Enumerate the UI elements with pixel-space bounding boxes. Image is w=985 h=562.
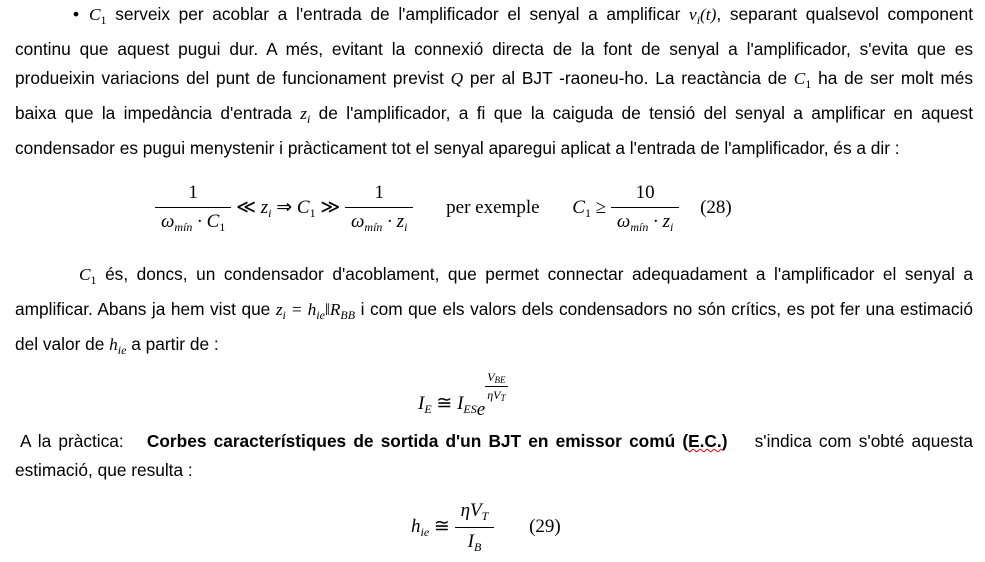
eq28-zi: z xyxy=(260,196,269,218)
para3-bold-close: ) xyxy=(721,431,728,451)
eq28-f1-num: 1 xyxy=(155,182,231,208)
symbol-c1-sub: 1 xyxy=(100,13,107,27)
eq28-f2-omega: ω xyxy=(351,211,365,232)
symbol-vi: v xyxy=(689,5,697,24)
eq-ie-exp-den: ηV xyxy=(487,388,501,402)
eq29-fraction xyxy=(455,500,495,555)
eq29-num-sub: T xyxy=(481,509,489,523)
eq28-f2-num: 1 xyxy=(345,182,413,208)
symbol-zi: z xyxy=(300,104,307,123)
symbol-zi-sub: i xyxy=(306,112,311,126)
symbol-q: Q xyxy=(450,69,464,88)
eq28-f2-den-sub: i xyxy=(404,220,408,234)
eq28-much-greater: ≫ xyxy=(320,196,341,218)
paragraph-coupling-capacitor xyxy=(15,0,973,163)
symbol-vi-sub: i xyxy=(696,13,701,27)
eq29-den-sub: B xyxy=(473,540,482,554)
eq-ie-ies: I xyxy=(457,393,464,414)
eq-ie-exp-den-sub: T xyxy=(500,393,506,403)
para1-text-4: ha de ser molt més baixa que la impedància d'entrada xyxy=(15,68,973,123)
eq28-f3-den-rest: · z xyxy=(648,211,670,232)
para1-text-2: , separant qualsevol component continu que aquest pugui dur. A més, evitant la connexió directa de la font de senyal a l'amplificador, s'evita que es produeixin variacions del punt de funcionament previst xyxy=(15,4,973,88)
equation-29 xyxy=(411,500,561,555)
equation-28 xyxy=(155,182,732,235)
symbol-c1: C xyxy=(89,5,101,24)
equation-ie xyxy=(418,370,508,421)
eq-ie-exp-num: V xyxy=(487,370,495,384)
eq-ie-sub: E xyxy=(424,402,432,416)
symbol-hie: h xyxy=(109,335,118,354)
formula-r-sub: BB xyxy=(340,308,356,322)
eq28-f3-omega-sub: mín xyxy=(630,220,649,234)
eq28-fraction-1 xyxy=(155,182,231,235)
eq28-fraction-2 xyxy=(345,182,413,235)
eq29-approx: ≅ xyxy=(433,515,450,537)
para3-bold-text: Corbes característiques de sortida d'un BJT en emissor comú ( xyxy=(146,431,689,451)
symbol-c1-b: C xyxy=(793,69,806,88)
eq28-f1-den-rest: · C xyxy=(192,211,220,232)
eq28-geq: ≥ xyxy=(595,196,607,218)
symbol-vi-arg: (t) xyxy=(700,5,717,24)
formula-zi-sub: i xyxy=(282,308,286,322)
symbol-c1-p2: C xyxy=(79,265,91,284)
eq28-c1-c-sub: 1 xyxy=(584,205,591,220)
para1-text-3: per al BJT -raoneu-ho. La reactància de xyxy=(463,68,794,88)
para3-text-1: s'indica com s'obté aquesta estimació, que resulta : xyxy=(15,431,974,480)
symbol-c1-p2-sub: 1 xyxy=(90,273,97,287)
eq28-f3-den-sub: i xyxy=(670,220,674,234)
eq28-f1-omega-sub: mín xyxy=(174,220,193,234)
eq28-implies: ⇒ xyxy=(276,196,293,218)
para2-text-3: a partir de : xyxy=(126,334,219,354)
eq28-c1: C xyxy=(296,196,310,218)
eq29-number: (29) xyxy=(529,515,561,537)
paragraph-coupling-estimate xyxy=(15,260,973,365)
para1-text-5: de l'amplificador, a fi que la caiguda de tensió del senyal a amplificar en aquest condensador es pugui menystenir i pràcticament tot el senyal aparegui aplicat a l'entrada de l'amplificador, és a dir : xyxy=(15,103,973,158)
para2-text-1: és, doncs, un condensador d'acoblament, que permet connectar adequadament a l'amplificador el senyal a amplificar. Abans ja hem vist que xyxy=(15,264,973,319)
eq28-c1-c: C xyxy=(572,196,585,218)
eq28-f3-num: 10 xyxy=(611,182,679,208)
bullet: • xyxy=(72,4,79,24)
eq28-f1-omega: ω xyxy=(161,211,175,232)
eq-ie-approx: ≅ xyxy=(436,393,453,414)
eq29-h: h xyxy=(411,515,421,537)
eq28-c1-sub: 1 xyxy=(309,205,316,220)
para1-text-1: serveix per acoblar a l'entrada de l'amplificador el senyal a amplificar xyxy=(106,4,690,24)
paragraph-practice xyxy=(15,427,973,485)
formula-zi: z xyxy=(275,300,283,319)
para3-bold-title xyxy=(147,431,728,451)
eq-ie-i: I xyxy=(418,393,425,414)
eq28-number: (28) xyxy=(700,196,732,218)
para2-text-2: i com que els valors dels condensadors no són crítics, es pot fer una estimació del valor de xyxy=(15,299,973,354)
eq28-much-less: ≪ xyxy=(236,196,256,218)
eq28-zi-sub: i xyxy=(268,205,272,220)
eq28-fraction-3 xyxy=(611,182,679,235)
eq28-f3-omega: ω xyxy=(616,211,631,232)
eq28-per-exemple: per exemple xyxy=(446,196,540,218)
symbol-c1-b-sub: 1 xyxy=(805,77,812,91)
eq29-num: ηV xyxy=(460,500,482,521)
eq-ie-ies-sub: ES xyxy=(463,402,477,416)
eq-ie-e: e xyxy=(476,399,486,420)
eq29-h-sub: ie xyxy=(420,524,430,539)
eq28-f1-den-sub: 1 xyxy=(219,220,226,234)
eq28-f2-den-rest: · z xyxy=(382,211,405,232)
formula-eq-h: = h xyxy=(285,300,317,319)
formula-h-sub: ie xyxy=(316,308,325,322)
eq-ie-exp-num-sub: BE xyxy=(494,375,506,385)
symbol-hie-sub: ie xyxy=(117,343,127,357)
para3-bold-ec: E.C. xyxy=(688,431,722,451)
eq29-den: I xyxy=(467,531,474,552)
formula-parallel-r: ‖R xyxy=(324,300,341,319)
para3-lead: A la pràctica: xyxy=(20,431,124,451)
eq28-f2-omega-sub: mín xyxy=(364,220,383,234)
eq-ie-exponent xyxy=(485,370,507,403)
